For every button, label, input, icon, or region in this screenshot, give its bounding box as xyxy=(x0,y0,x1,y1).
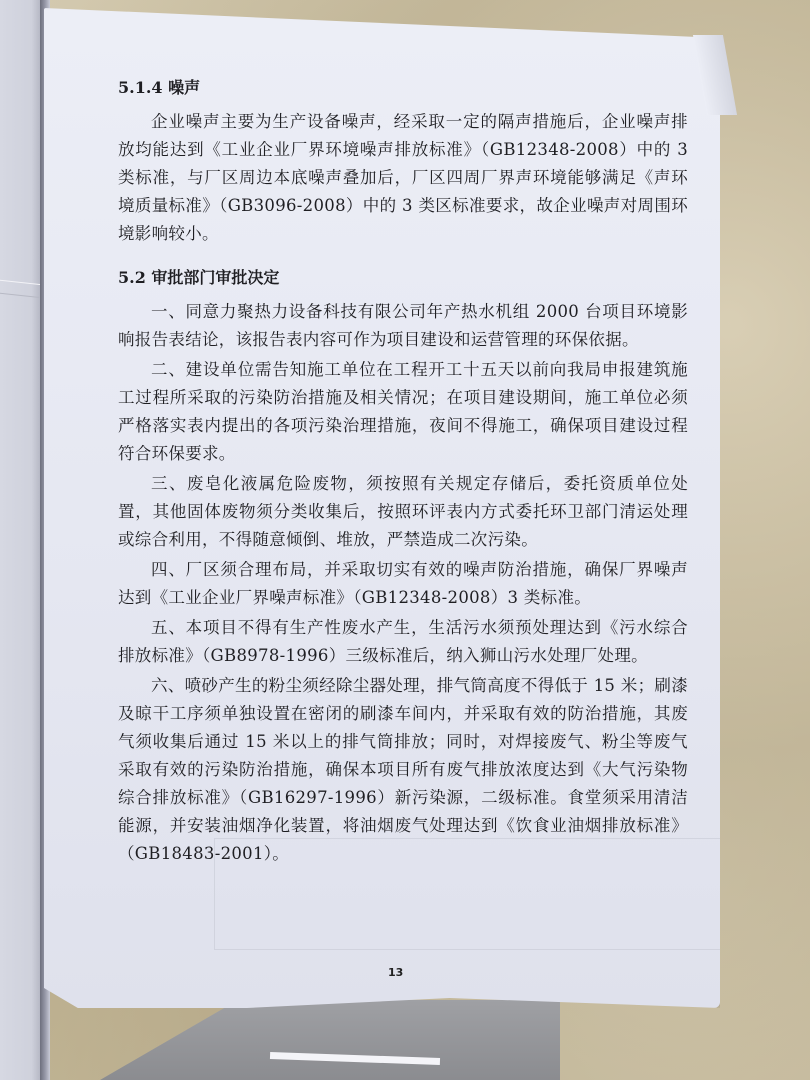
paragraph-approval-6: 六、喷砂产生的粉尘须经除尘器处理，排气筒高度不得低于 15 米；刷漆及晾干工序须单独设置在密闭的刷漆车间内，并采取有效的防治措施，其废气须收集后通过 15 米以上的排气筒排放；同时，对焊接废气、粉尘等废气采取有效的污染防治措施，确保本项目所有废气排放浓度达到《大气污染物综合排放标准》（GB16297-1996）新污染源，二级标准。食堂须采用清洁能源，并安装油烟净化装置，将油烟废气处理达到《饮食业油烟排放标准》（GB18483-2001）。 xyxy=(118,676,688,863)
page-number: 13 xyxy=(388,966,404,979)
underlying-page-stack xyxy=(0,0,45,1080)
paragraph-approval-5: 五、本项目不得有生产性废水产生，生活污水须预处理达到《污水综合排放标准》（GB8978-1996）三级标准后，纳入狮山污水处理厂处理。 xyxy=(118,618,688,665)
paragraph-noise: 企业噪声主要为生产设备噪声，经采取一定的隔声措施后，企业噪声排放均能达到《工业企业厂界环境噪声排放标准》（GB12348-2008）中的 3 类标准，与厂区周边本底噪声叠加后，厂区四周厂界声环境能够满足《声环境质量标准》（GB3096-2008）中的 3 类区标准要求，故企业噪声对周围环境影响较小。 xyxy=(118,112,688,243)
paragraph-approval-1: 一、同意力聚热力设备科技有限公司年产热水机组 2000 台项目环境影响报告表结论，该报告表内容可作为项目建设和运营管理的环保依据。 xyxy=(118,302,688,349)
paragraph-approval-4: 四、厂区须合理布局，并采取切实有效的噪声防治措施，确保厂界噪声达到《工业企业厂界噪声标准》（GB12348-2008）3 类标准。 xyxy=(118,560,688,607)
page-content xyxy=(118,74,688,868)
paragraph-approval-3: 三、废皂化液属危险废物，须按照有关规定存储后，委托资质单位处置，其他固体废物须分类收集后，按照环评表内方式委托环卫部门清运处理或综合利用，不得随意倾倒、堆放，严禁造成二次污染。 xyxy=(118,474,688,549)
section-heading-approval-decision: 5.2 审批部门审批决定 xyxy=(118,268,280,287)
paragraph-approval-2: 二、建设单位需告知施工单位在工程开工十五天以前向我局申报建筑施工过程所采取的污染防治措施及相关情况；在项目建设期间，施工单位必须严格落实表内提出的各项污染治理措施，夜间不得施工，确保项目建设过程符合环保要求。 xyxy=(118,360,688,463)
section-heading-noise: 5.1.4 噪声 xyxy=(118,78,201,97)
underlying-sheet xyxy=(100,1000,560,1080)
page-crease xyxy=(0,280,42,298)
